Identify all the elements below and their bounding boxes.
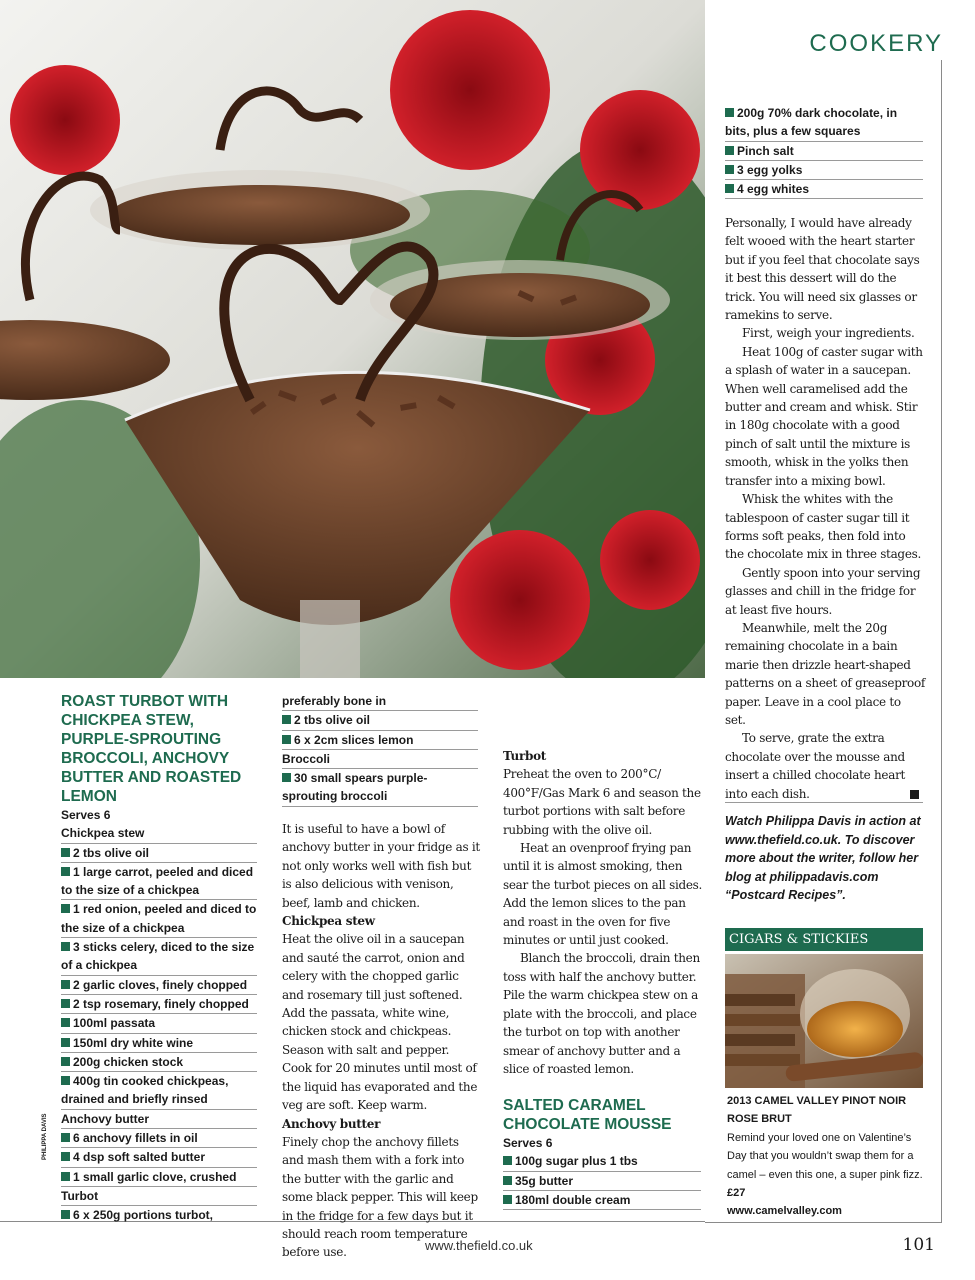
bullet-square-icon bbox=[61, 1038, 70, 1047]
end-of-article-icon bbox=[910, 790, 919, 799]
method-chickpea: Heat the olive oil in a saucepan and sauté the carrot, onion and celery with the chopped garlic and rosemary till just softened. Add the passata, white wine, chicken stock and chickpeas. Season with salt and pepper. Cook for 20 minutes until most of the liquid has evaporated and the veg are soft. Keep warm. bbox=[282, 932, 478, 1113]
bullet-square-icon bbox=[61, 999, 70, 1008]
bullet-square-icon bbox=[61, 867, 70, 876]
bullet-square-icon bbox=[61, 1133, 70, 1142]
ingredient-group-heading: Turbot bbox=[61, 1187, 257, 1206]
ingredient-group-heading: Chickpea stew bbox=[61, 824, 257, 843]
ingredient-item: 30 small spears purple-sprouting broccoli bbox=[282, 769, 478, 807]
bullet-square-icon bbox=[282, 735, 291, 744]
wine-price: £27 bbox=[727, 1187, 746, 1200]
method-heading-chickpea: Chickpea stew bbox=[282, 914, 375, 929]
bullet-square-icon bbox=[61, 1210, 70, 1219]
ingredients-column-2 bbox=[282, 692, 478, 807]
ingredient-item: 2 tsp rosemary, finely chopped bbox=[61, 995, 257, 1014]
ingredient-item: 1 small garlic clove, crushed bbox=[61, 1168, 257, 1187]
chocolate-mousse-photo bbox=[0, 0, 705, 678]
method-mousse-3: Heat 100g of caster sugar with a splash of water in a saucepan. When well caramelised add the butter and cream and whisk. Stir in 180g chocolate with a good pinch of salt until the mixture is smooth, whisk in the yolks then transfer into a mixing bowl. bbox=[725, 344, 923, 488]
method-anchovy: Finely chop the anchovy fillets and mash them with a fork into the butter with the garlic and some black pepper. This will keep in the fridge for a few days but it should reach room temperature before use. bbox=[282, 1134, 478, 1260]
ingredients-column-1 bbox=[61, 692, 257, 1225]
ingredient-group-heading: Anchovy butter bbox=[61, 1110, 257, 1129]
method-turbot-1: Preheat the oven to 200°C/ 400°F/Gas Mark 6 and season the turbot portions with salt before rubbing with the olive oil. bbox=[503, 767, 701, 837]
serves-label: Serves 6 bbox=[503, 1136, 553, 1150]
ingredient-item: 6 x 2cm slices lemon bbox=[282, 731, 478, 750]
method-turbot-3: Blanch the broccoli, drain then toss with half the anchovy butter. Pile the warm chickpea stew on a plate with the broccoli, and place the turbot on top with another smear of anchovy butter and a slice of roasted lemon. bbox=[503, 951, 700, 1076]
bullet-square-icon bbox=[725, 184, 734, 193]
ingredient-item: 150ml dry white wine bbox=[61, 1034, 257, 1053]
bullet-square-icon bbox=[503, 1156, 512, 1165]
bullet-square-icon bbox=[725, 108, 734, 117]
method-text-column-4 bbox=[725, 214, 925, 803]
wine-name: 2013 CAMEL VALLEY PINOT NOIR ROSE BRUT bbox=[727, 1095, 907, 1126]
page-number: 101 bbox=[902, 1235, 935, 1255]
ingredient-item: 3 sticks celery, diced to the size of a chickpea bbox=[61, 938, 257, 976]
ingredient-item: 1 large carrot, peeled and diced to the size of a chickpea bbox=[61, 863, 257, 901]
bullet-square-icon bbox=[61, 1152, 70, 1161]
method-mousse-5: Gently spoon into your serving glasses and chill in the fridge for at least five hours. bbox=[725, 565, 921, 617]
ingredient-item: 4 egg whites bbox=[725, 180, 923, 199]
bullet-square-icon bbox=[725, 165, 734, 174]
ingredient-item: 2 tbs olive oil bbox=[61, 844, 257, 863]
section-title: COOKERY bbox=[809, 30, 943, 57]
ingredients-column-4 bbox=[725, 104, 923, 199]
method-intro: It is useful to have a bowl of anchovy butter in your fridge as it not only works well with fish but is also delicious with venison, beef, lamb and chicken. bbox=[282, 822, 480, 910]
wine-recommendation bbox=[727, 1092, 923, 1221]
method-text-column-3 bbox=[503, 692, 703, 1082]
method-mousse-1: Personally, I would have already felt wooed with the heart starter but if you feel that chocolate says it best this dessert will do the trick. You will need six glasses or ramekins to serve. bbox=[725, 216, 920, 323]
author-note: Watch Philippa Davis in action at www.thefield.co.uk. To discover more about the writer, follow her blog at philippadavis.com “Postcard Recipes”. bbox=[725, 814, 921, 902]
ingredient-item: 4 dsp soft salted butter bbox=[61, 1148, 257, 1167]
bullet-square-icon bbox=[725, 146, 734, 155]
ingredient-item: 2 tbs olive oil bbox=[282, 711, 478, 730]
recipe-title-turbot: ROAST TURBOT WITH CHICKPEA STEW, PURPLE-SPROUTING BROCCOLI, ANCHOVY BUTTER AND ROASTED LEMON bbox=[61, 693, 242, 805]
ingredient-item: 400g tin cooked chickpeas, drained and briefly rinsed bbox=[61, 1072, 257, 1110]
photo-credit: PHILIPPA DAVIS bbox=[42, 1113, 48, 1160]
bullet-square-icon bbox=[503, 1176, 512, 1185]
bullet-square-icon bbox=[282, 773, 291, 782]
bullet-square-icon bbox=[61, 1018, 70, 1027]
method-heading-turbot: Turbot bbox=[503, 749, 547, 763]
note-divider bbox=[725, 802, 923, 803]
wine-description: Remind your loved one on Valentine’s Day that you wouldn’t swap them for a camel – even this one, a super pink fizz. bbox=[727, 1131, 923, 1181]
recipe-mousse-block bbox=[503, 1096, 701, 1210]
method-mousse-2: First, weigh your ingredients. bbox=[742, 326, 915, 341]
footer-url[interactable]: www.thefield.co.uk bbox=[425, 1238, 533, 1253]
method-mousse-6: Meanwhile, melt the 20g remaining chocolate in a bain marie then drizzle heart-shaped patterns on a sheet of greaseproof paper. Leave in a cool place to set. bbox=[725, 620, 926, 727]
ingredient-item: 2 garlic cloves, finely chopped bbox=[61, 976, 257, 995]
ingredient-item: 180ml double cream bbox=[503, 1191, 701, 1210]
ingredient-item: Pinch salt bbox=[725, 142, 923, 161]
bullet-square-icon bbox=[61, 980, 70, 989]
bullet-square-icon bbox=[61, 942, 70, 951]
bullet-square-icon bbox=[61, 1076, 70, 1085]
ingredient-item: 1 red onion, peeled and diced to the size of a chickpea bbox=[61, 900, 257, 938]
cigars-and-wine-photo bbox=[725, 954, 923, 1088]
ingredient-item: 6 x 250g portions turbot, bbox=[61, 1206, 257, 1224]
ingredient-item: 100ml passata bbox=[61, 1014, 257, 1033]
wine-url[interactable]: www.camelvalley.com bbox=[727, 1205, 842, 1218]
bullet-square-icon bbox=[503, 1195, 512, 1204]
serves-label: Serves 6 bbox=[61, 808, 111, 822]
ingredient-item: 3 egg yolks bbox=[725, 161, 923, 180]
bullet-square-icon bbox=[61, 904, 70, 913]
sidebar-heading: CIGARS & STICKIES bbox=[725, 928, 923, 951]
method-text-column-2 bbox=[282, 820, 482, 1262]
method-heading-anchovy: Anchovy butter bbox=[282, 1116, 381, 1131]
bullet-square-icon bbox=[282, 715, 291, 724]
method-mousse-7: To serve, grate the extra chocolate over the mousse and insert a chilled chocolate heart into each dish. bbox=[725, 729, 925, 803]
bullet-square-icon bbox=[61, 1172, 70, 1181]
ingredient-group-heading: Broccoli bbox=[282, 750, 478, 769]
ingredient-item: 6 anchovy fillets in oil bbox=[61, 1129, 257, 1148]
ingredient-item: 100g sugar plus 1 tbs bbox=[503, 1152, 701, 1171]
ingredient-item: 200g 70% dark chocolate, in bits, plus a few squares bbox=[725, 104, 923, 142]
method-mousse-4: Whisk the whites with the tablespoon of caster sugar till it forms soft peaks, then fold into the chocolate mix in three stages. bbox=[725, 492, 921, 562]
bullet-square-icon bbox=[61, 1057, 70, 1066]
method-turbot-2: Heat an ovenproof frying pan until it is almost smoking, then sear the turbot pieces on all sides. Add the lemon slices to the pan and roast in the oven for five minutes or until just cooked. bbox=[503, 841, 703, 948]
ingredient-item: 200g chicken stock bbox=[61, 1053, 257, 1072]
recipe-title-mousse: SALTED CARAMEL CHOCOLATE MOUSSE bbox=[503, 1097, 672, 1133]
ingredient-item: 35g butter bbox=[503, 1172, 701, 1191]
bullet-square-icon bbox=[61, 848, 70, 857]
ingredient-item-continued: preferably bone in bbox=[282, 692, 478, 711]
